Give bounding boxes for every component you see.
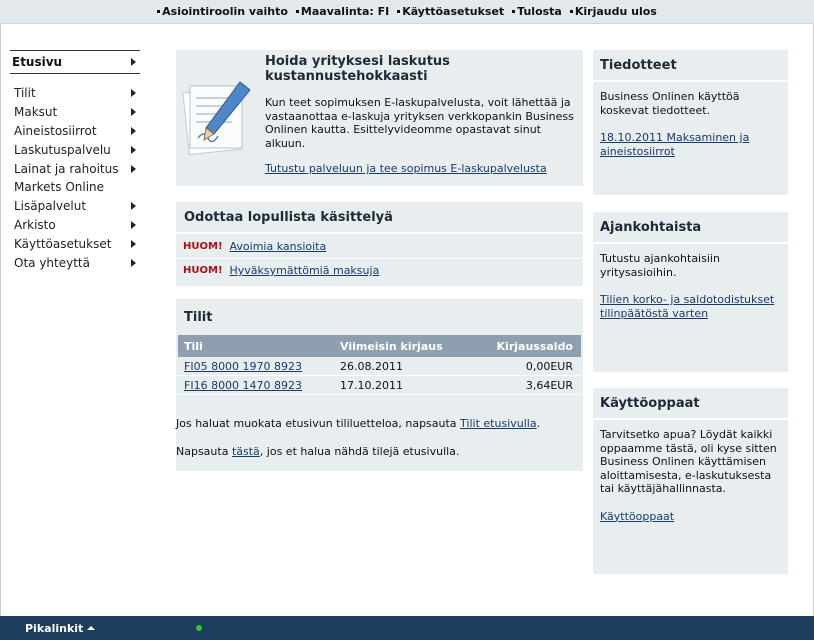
col-last-entry: Viimeisin kirjaus xyxy=(340,339,443,353)
last-entry-date: 26.08.2011 xyxy=(340,359,403,373)
einvoice-promo-title: Hoida yrityksesi laskutus kustannustehokkaasti xyxy=(265,54,450,84)
left-nav-item-settings[interactable]: Käyttöasetukset xyxy=(10,234,140,253)
left-nav-item-markets-online[interactable]: Markets Online xyxy=(14,180,105,195)
accounts-table-header xyxy=(178,335,581,357)
current-text: Tutustu ajankohtaisiin yritysasioihin. xyxy=(600,252,720,279)
chevron-right-icon xyxy=(131,127,136,135)
top-nav-country[interactable]: Maavalinta: FI xyxy=(296,5,389,18)
guides-link[interactable]: Käyttöoppaat xyxy=(600,509,675,523)
table-row xyxy=(178,357,581,376)
bullet-icon xyxy=(570,10,573,13)
left-nav-item-contact[interactable]: Ota yhteyttä xyxy=(10,253,140,272)
status-indicator-icon xyxy=(196,625,202,631)
einvoice-promo-text: Kun teet sopimuksen E-laskupalvelusta, voit lähettää ja vastaanottaa e-laskuja yrityksen verkkopankin Business Onlinen kautta. Esittelyvideomme opastavat sinut alkuun. xyxy=(265,96,574,150)
top-nav-print[interactable]: Tulosta xyxy=(512,5,562,18)
pending-row xyxy=(176,258,583,282)
top-nav xyxy=(157,5,657,18)
current-link[interactable]: Tilien korko- ja saldotodistukset tilinpäätöstä varten xyxy=(600,293,775,320)
bullet-icon xyxy=(296,10,299,13)
chevron-right-icon xyxy=(131,202,136,210)
bullet-icon xyxy=(157,10,160,13)
bullet-icon xyxy=(512,10,515,13)
chevron-right-icon xyxy=(131,165,136,173)
accounts-table xyxy=(178,335,581,395)
left-nav-item-invoicing[interactable]: Laskutuspalvelu xyxy=(10,140,140,159)
news-link[interactable]: 18.10.2011 Maksaminen ja aineistosiirrot xyxy=(600,131,750,158)
top-nav-logout[interactable]: Kirjaudu ulos xyxy=(570,5,657,18)
account-balance: 3,64EUR xyxy=(525,378,573,392)
chevron-right-icon xyxy=(131,146,136,154)
bottom-bar xyxy=(0,616,814,640)
einvoice-promo-panel xyxy=(176,50,583,186)
left-nav-item-loans[interactable]: Lainat ja rahoitus xyxy=(10,159,140,178)
left-nav-item-file-transfers[interactable]: Aineistosiirrot xyxy=(10,122,140,141)
left-nav xyxy=(10,50,140,272)
current-panel xyxy=(593,212,788,372)
chevron-right-icon xyxy=(131,221,136,229)
chevron-right-icon xyxy=(131,89,136,97)
chevron-up-icon xyxy=(87,626,95,630)
unapproved-payments-link[interactable]: Hyväksymättömiä maksuja xyxy=(229,264,380,277)
hide-accounts-link[interactable]: tästä xyxy=(231,445,260,458)
current-panel-title: Ajankohtaista xyxy=(600,219,702,235)
chevron-right-icon xyxy=(131,259,136,267)
einvoice-contract-link[interactable]: Tutustu palveluun ja tee sopimus E-laskupalvelusta xyxy=(265,162,547,175)
bullet-icon xyxy=(397,10,400,13)
last-entry-date: 17.10.2011 xyxy=(340,378,403,392)
table-row xyxy=(178,376,581,395)
left-nav-home[interactable]: Etusivu xyxy=(10,50,140,74)
left-nav-item-archive[interactable]: Arkisto xyxy=(10,216,140,235)
chevron-right-icon xyxy=(131,58,136,66)
accounts-frontpage-link[interactable]: Tilit etusivulla xyxy=(460,417,537,430)
top-nav-role-switch[interactable]: Asiointiroolin vaihto xyxy=(157,5,288,18)
accounts-hide-note: Napsauta tästä, jos et halua nähdä tilejä etusivulla. xyxy=(176,445,460,458)
pending-panel-header xyxy=(176,202,583,234)
news-panel xyxy=(593,50,788,195)
open-folders-link[interactable]: Avoimia kansioita xyxy=(229,239,327,253)
guides-panel-header xyxy=(593,388,788,420)
alert-badge: HUOM! xyxy=(183,240,223,252)
news-text: Business Onlinen käyttöä koskevat tiedotteet. xyxy=(600,90,740,117)
top-nav-settings[interactable]: Käyttöasetukset xyxy=(397,5,504,18)
pending-panel-title: Odottaa lopullista käsittelyä xyxy=(184,209,393,225)
left-nav-item-extra-services[interactable]: Lisäpalvelut xyxy=(10,197,140,216)
left-nav-item-payments[interactable]: Maksut xyxy=(10,103,140,122)
chevron-right-icon xyxy=(131,240,136,248)
left-nav-item-accounts[interactable]: Tilit xyxy=(10,84,140,103)
top-bar xyxy=(0,0,814,24)
pending-panel xyxy=(176,202,583,286)
account-link[interactable]: FI16 8000 1470 8923 xyxy=(184,378,303,392)
alert-badge: HUOM! xyxy=(183,265,223,276)
news-panel-title: Tiedotteet xyxy=(600,57,677,73)
guides-panel-title: Käyttöoppaat xyxy=(600,395,700,411)
guides-panel xyxy=(593,388,788,574)
pending-row xyxy=(176,234,583,258)
col-account: Tili xyxy=(184,339,203,353)
chevron-right-icon xyxy=(131,108,136,116)
account-link[interactable]: FI05 8000 1970 8923 xyxy=(184,359,303,373)
account-balance: 0,00EUR xyxy=(525,359,573,373)
quicklinks-button[interactable]: Pikalinkit xyxy=(25,622,95,635)
accounts-panel-title: Tilit xyxy=(184,309,213,325)
accounts-panel-header xyxy=(176,299,583,335)
document-pen-icon xyxy=(180,76,256,158)
news-panel-header xyxy=(593,50,788,82)
accounts-panel xyxy=(176,299,583,471)
accounts-edit-note: Jos haluat muokata etusivun tililuetteloa, napsauta Tilit etusivulla. xyxy=(176,417,541,430)
col-balance: Kirjaussaldo xyxy=(496,339,573,353)
guides-text: Tarvitsetko apua? Löydät kaikki oppaamme tästä, oli kyse sitten Business Onlinen käyttämisen aloittamisesta, e-laskutuksesta tai käyttäjähallinnasta. xyxy=(600,428,777,495)
current-panel-header xyxy=(593,212,788,244)
